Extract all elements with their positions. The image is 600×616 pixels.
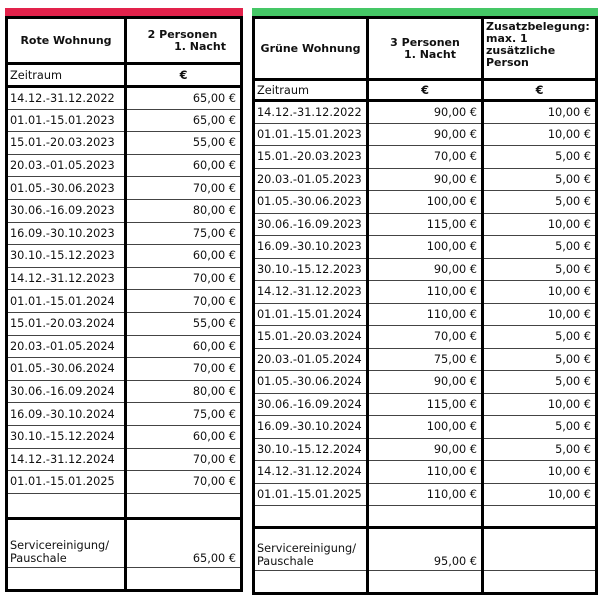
- price-cell: 90,00 €: [368, 101, 483, 124]
- table-row: [254, 326, 597, 349]
- extra-header-line4: Person: [486, 56, 529, 69]
- blank-row: [254, 506, 597, 528]
- blank-cell: [483, 571, 597, 594]
- price-cell: 65,00 €: [126, 109, 242, 132]
- rote-wohnung-price-table: [5, 8, 243, 592]
- table-row: [7, 312, 242, 335]
- price-column-header: [368, 18, 483, 80]
- period-cell: 01.01.-15.01.2024: [254, 303, 368, 326]
- period-cell: 30.06.-16.09.2023: [254, 213, 368, 236]
- table-row: [7, 290, 242, 313]
- period-cell: 20.03.-01.05.2023: [7, 154, 126, 177]
- period-cell: 01.05.-30.06.2024: [254, 371, 368, 394]
- period-cell: 01.01.-15.01.2024: [7, 290, 126, 313]
- table-row: [254, 281, 597, 304]
- price-cell: 110,00 €: [368, 281, 483, 304]
- table-row: [254, 371, 597, 394]
- rote-wohnung-table: [5, 16, 243, 592]
- table-row: [254, 461, 597, 484]
- blank-cell: [368, 571, 483, 594]
- price-cell: 70,00 €: [126, 177, 242, 200]
- extra-price-cell: 10,00 €: [483, 483, 597, 506]
- table-row: [254, 393, 597, 416]
- price-cell: 75,00 €: [126, 403, 242, 426]
- period-cell: 30.10.-15.12.2023: [254, 258, 368, 281]
- blank-cell: [368, 506, 483, 528]
- service-price: 65,00 €: [126, 518, 242, 567]
- service-row: [254, 528, 597, 571]
- extra-header-line1: Zusatzbelegung:: [486, 20, 590, 33]
- table-row: [7, 109, 242, 132]
- period-cell: 01.01.-15.01.2023: [254, 123, 368, 146]
- extra-header-line2: max. 1: [486, 32, 528, 45]
- service-label-line1: Servicereinigung/: [257, 542, 357, 555]
- red-color-bar: [5, 8, 243, 16]
- price-cell: 75,00 €: [126, 222, 242, 245]
- period-cell: 14.12.-31.12.2023: [7, 267, 126, 290]
- price-cell: 60,00 €: [126, 425, 242, 448]
- price-cell: 60,00 €: [126, 335, 242, 358]
- period-cell: 16.09.-30.10.2023: [7, 222, 126, 245]
- extra-price-cell: 5,00 €: [483, 258, 597, 281]
- blank-cell: [7, 493, 126, 518]
- period-cell: 30.10.-15.12.2024: [254, 438, 368, 461]
- extra-price-cell: 5,00 €: [483, 146, 597, 169]
- table-row: [254, 123, 597, 146]
- table-row: [254, 416, 597, 439]
- price-cell: 70,00 €: [368, 326, 483, 349]
- currency-header: €: [368, 80, 483, 101]
- price-cell: 60,00 €: [126, 154, 242, 177]
- price-header-line2: 1. Nacht: [174, 39, 226, 53]
- price-header-line1: 2 Personen: [147, 27, 218, 41]
- period-cell: 16.09.-30.10.2024: [254, 416, 368, 439]
- table-row: [254, 438, 597, 461]
- period-cell: 20.03.-01.05.2024: [254, 348, 368, 371]
- period-cell: 14.12.-31.12.2023: [254, 281, 368, 304]
- extra-price-cell: 5,00 €: [483, 326, 597, 349]
- table-row: [7, 132, 242, 155]
- blank-cell: [483, 528, 597, 571]
- service-label: [7, 518, 126, 567]
- table-row: [7, 87, 242, 110]
- extra-price-cell: 5,00 €: [483, 191, 597, 214]
- table-row: [254, 101, 597, 124]
- table-row: [254, 146, 597, 169]
- table-row: [7, 245, 242, 268]
- price-cell: 55,00 €: [126, 312, 242, 335]
- price-cell: 70,00 €: [368, 146, 483, 169]
- table-row: [254, 258, 597, 281]
- price-header-line2: 1. Nacht: [404, 47, 456, 61]
- blank-cell: [126, 493, 242, 518]
- period-cell: 20.03.-01.05.2024: [7, 335, 126, 358]
- extra-price-cell: 5,00 €: [483, 236, 597, 259]
- price-cell: 80,00 €: [126, 199, 242, 222]
- period-label: Zeitraum: [7, 64, 126, 87]
- table-row: [7, 199, 242, 222]
- extra-price-cell: 10,00 €: [483, 123, 597, 146]
- period-cell: 15.01.-20.03.2024: [254, 326, 368, 349]
- price-cell: 110,00 €: [368, 461, 483, 484]
- period-cell: 14.12.-31.12.2022: [254, 101, 368, 124]
- period-cell: 16.09.-30.10.2023: [254, 236, 368, 259]
- price-cell: 100,00 €: [368, 191, 483, 214]
- extra-person-column-header: [483, 18, 597, 80]
- period-cell: 20.03.-01.05.2023: [254, 168, 368, 191]
- price-cell: 110,00 €: [368, 303, 483, 326]
- table-row: [7, 448, 242, 471]
- service-row: [7, 518, 242, 567]
- period-cell: 14.12.-31.12.2022: [7, 87, 126, 110]
- period-cell: 01.01.-15.01.2025: [254, 483, 368, 506]
- price-header-line1: 3 Personen: [390, 35, 460, 49]
- service-label-line2: Pauschale: [257, 555, 314, 568]
- table-row: [254, 348, 597, 371]
- blank-cell: [7, 567, 126, 590]
- price-cell: 110,00 €: [368, 483, 483, 506]
- blank-cell: [254, 506, 368, 528]
- price-cell: 100,00 €: [368, 416, 483, 439]
- gruene-wohnung-price-table: [252, 8, 598, 595]
- price-cell: 90,00 €: [368, 123, 483, 146]
- extra-price-cell: 5,00 €: [483, 416, 597, 439]
- table-row: [7, 267, 242, 290]
- table-row: [7, 358, 242, 381]
- table-row: [254, 213, 597, 236]
- table-row: [7, 471, 242, 494]
- gruene-wohnung-title: Grüne Wohnung: [254, 18, 368, 80]
- service-price: 95,00 €: [368, 528, 483, 571]
- extra-price-cell: 10,00 €: [483, 281, 597, 304]
- price-cell: 100,00 €: [368, 236, 483, 259]
- extra-price-cell: 10,00 €: [483, 393, 597, 416]
- blank-cell: [126, 567, 242, 590]
- price-cell: 70,00 €: [126, 471, 242, 494]
- period-cell: 01.05.-30.06.2024: [7, 358, 126, 381]
- rote-wohnung-title: Rote Wohnung: [7, 18, 126, 64]
- blank-cell: [254, 571, 368, 594]
- period-cell: 30.06.-16.09.2024: [7, 380, 126, 403]
- table-row: [254, 303, 597, 326]
- period-cell: 01.05.-30.06.2023: [7, 177, 126, 200]
- price-cell: 75,00 €: [368, 348, 483, 371]
- blank-row: [7, 493, 242, 518]
- extra-price-cell: 5,00 €: [483, 348, 597, 371]
- price-cell: 70,00 €: [126, 267, 242, 290]
- table-row: [7, 403, 242, 426]
- period-cell: 01.01.-15.01.2023: [7, 109, 126, 132]
- period-cell: 15.01.-20.03.2023: [254, 146, 368, 169]
- price-cell: 70,00 €: [126, 290, 242, 313]
- table-row: [7, 380, 242, 403]
- period-cell: 15.01.-20.03.2024: [7, 312, 126, 335]
- period-cell: 15.01.-20.03.2023: [7, 132, 126, 155]
- green-color-bar: [252, 8, 598, 16]
- currency-header-extra: €: [483, 80, 597, 101]
- period-cell: 14.12.-31.12.2024: [7, 448, 126, 471]
- price-cell: 90,00 €: [368, 168, 483, 191]
- period-cell: 30.10.-15.12.2023: [7, 245, 126, 268]
- price-cell: 70,00 €: [126, 358, 242, 381]
- period-cell: 01.01.-15.01.2025: [7, 471, 126, 494]
- table-row: [254, 236, 597, 259]
- period-cell: 16.09.-30.10.2024: [7, 403, 126, 426]
- price-cell: 115,00 €: [368, 213, 483, 236]
- price-cell: 65,00 €: [126, 87, 242, 110]
- price-cell: 90,00 €: [368, 438, 483, 461]
- extra-price-cell: 5,00 €: [483, 371, 597, 394]
- price-cell: 115,00 €: [368, 393, 483, 416]
- price-column-header: [126, 18, 242, 64]
- period-cell: 30.06.-16.09.2024: [254, 393, 368, 416]
- blank-cell: [483, 506, 597, 528]
- service-label-line1: Servicereinigung/: [10, 538, 110, 552]
- period-cell: 01.05.-30.06.2023: [254, 191, 368, 214]
- price-cell: 80,00 €: [126, 380, 242, 403]
- period-label: Zeitraum: [254, 80, 368, 101]
- period-cell: 14.12.-31.12.2024: [254, 461, 368, 484]
- gruene-wohnung-table: [252, 16, 598, 595]
- extra-price-cell: 10,00 €: [483, 213, 597, 236]
- table-row: [7, 335, 242, 358]
- price-cell: 70,00 €: [126, 448, 242, 471]
- price-cell: 90,00 €: [368, 258, 483, 281]
- table-row: [254, 483, 597, 506]
- extra-price-cell: 10,00 €: [483, 101, 597, 124]
- table-row: [7, 177, 242, 200]
- blank-row: [254, 571, 597, 594]
- period-cell: 30.10.-15.12.2024: [7, 425, 126, 448]
- table-row: [7, 154, 242, 177]
- period-cell: 30.06.-16.09.2023: [7, 199, 126, 222]
- price-cell: 90,00 €: [368, 371, 483, 394]
- service-label: [254, 528, 368, 571]
- extra-price-cell: 10,00 €: [483, 303, 597, 326]
- table-row: [254, 168, 597, 191]
- table-row: [7, 222, 242, 245]
- extra-price-cell: 5,00 €: [483, 168, 597, 191]
- extra-price-cell: 10,00 €: [483, 461, 597, 484]
- table-row: [7, 425, 242, 448]
- price-cell: 60,00 €: [126, 245, 242, 268]
- currency-header: €: [126, 64, 242, 87]
- service-label-line2: Pauschale: [10, 551, 67, 565]
- table-row: [254, 191, 597, 214]
- blank-row: [7, 567, 242, 590]
- price-cell: 55,00 €: [126, 132, 242, 155]
- extra-header-line3: zusätzliche: [486, 44, 556, 57]
- extra-price-cell: 5,00 €: [483, 438, 597, 461]
